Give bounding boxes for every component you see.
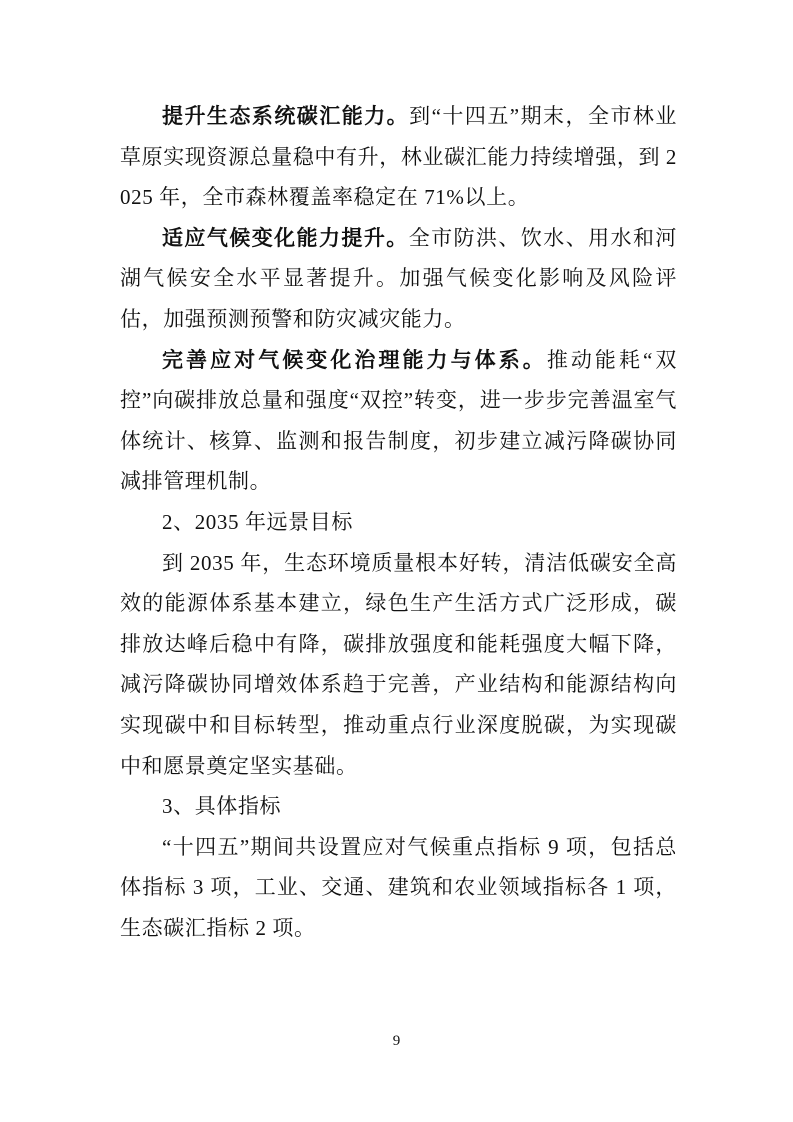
paragraph xyxy=(120,543,677,787)
paragraph xyxy=(120,96,677,218)
paragraph-text: 推动能耗“双控”向碳排放总量和强度“双控”转变，进一步步完善温室气体统计、核算、监测和报告制度，初步建立减污降碳协同减排管理机制。 xyxy=(120,347,677,494)
paragraph-lead: 完善应对气候变化治理能力与体系。 xyxy=(162,347,547,372)
paragraph-text: 全市防洪、饮水、用水和河湖气候安全水平显著提升。加强气候变化影响及风险评估，加强预测预警和防灾减灾能力。 xyxy=(120,225,677,331)
paragraph-text: 2、2035 年远景目标 xyxy=(162,509,353,534)
paragraph-heading xyxy=(120,502,677,543)
paragraph xyxy=(120,340,677,502)
paragraph-lead: 提升生态系统碳汇能力。 xyxy=(162,104,410,128)
paragraph-lead: 适应气候变化能力提升。 xyxy=(162,225,409,250)
paragraph-text: 3、具体指标 xyxy=(162,794,282,819)
paragraph xyxy=(120,218,677,340)
paragraph-text: 到“十四五”期末，全市林业草原实现资源总量稳中有升，林业碳汇能力持续增强，到 2025 年，全市森林覆盖率稳定在 71%以上。 xyxy=(120,104,677,210)
paragraph xyxy=(120,827,677,949)
paragraph-heading xyxy=(120,786,677,827)
paragraph-text: “十四五”期间共设置应对气候重点指标 9 项，包括总体指标 3 项，工业、交通、建筑和农业领域指标各 1 项，生态碳汇指标 2 项。 xyxy=(120,834,677,940)
paragraph-text: 到 2035 年，生态环境质量根本好转，清洁低碳安全高效的能源体系基本建立，绿色生产生活方式广泛形成，碳排放达峰后稳中有降，碳排放强度和能耗强度大幅下降，减污降碳协同增效体系趋于完善，产业结构和能源结构向实现碳中和目标转型，推动重点行业深度脱碳，为实现碳中和愿景奠定坚实基础。 xyxy=(120,550,677,778)
page-number: 9 xyxy=(392,1033,401,1049)
